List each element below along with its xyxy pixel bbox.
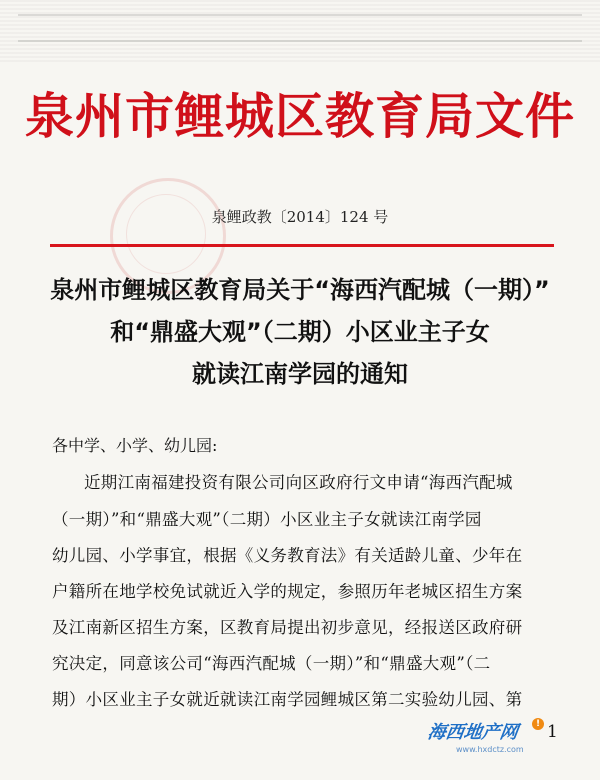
salutation: 各中学、小学、幼儿园: — [52, 436, 218, 455]
watermark-logo-text: 海西地产网 — [426, 722, 520, 743]
bleed-through-line — [18, 40, 582, 42]
headline-line-2: 和“鼎盛大观”（二期）小区业主子女 — [110, 318, 490, 346]
body-line-2: （一期）”和“鼎盛大观”（二期）小区业主子女就读江南学园 — [52, 510, 482, 529]
watermark-badge-icon: ! — [532, 718, 544, 730]
document-number: 泉鲤政教〔2014〕124 号 — [211, 208, 389, 226]
watermark-url: www.hxdctz.com — [456, 745, 524, 754]
headline-line-1: 泉州市鲤城区教育局关于“海西汽配城（一期）” — [50, 276, 550, 304]
watermark-logo — [428, 718, 548, 758]
body-line-7: 期）小区业主子女就近就读江南学园鲤城区第二实验幼儿园、第 — [52, 690, 523, 709]
bleed-through-area — [0, 0, 600, 62]
headline-line-3: 就读江南学园的通知 — [192, 360, 408, 388]
page-number: 1 — [547, 722, 558, 742]
body-line-1: 近期江南福建投资有限公司向区政府行文申请“海西汽配城 — [84, 473, 513, 492]
body-line-6: 究决定，同意该公司“海西汽配城（一期）”和“鼎盛大观”（二 — [52, 654, 491, 673]
red-divider-rule — [50, 244, 554, 247]
document-title: 泉州市鲤城区教育局文件 — [24, 87, 575, 145]
bleed-through-line — [18, 14, 582, 16]
body-line-5: 及江南新区招生方案，区教育局提出初步意见，经报送区政府研 — [52, 618, 523, 637]
body-line-3: 幼儿园、小学事宜，根据《义务教育法》有关适龄儿童、少年在 — [52, 546, 523, 565]
body-line-4: 户籍所在地学校免试就近入学的规定，参照历年老城区招生方案 — [52, 582, 523, 601]
